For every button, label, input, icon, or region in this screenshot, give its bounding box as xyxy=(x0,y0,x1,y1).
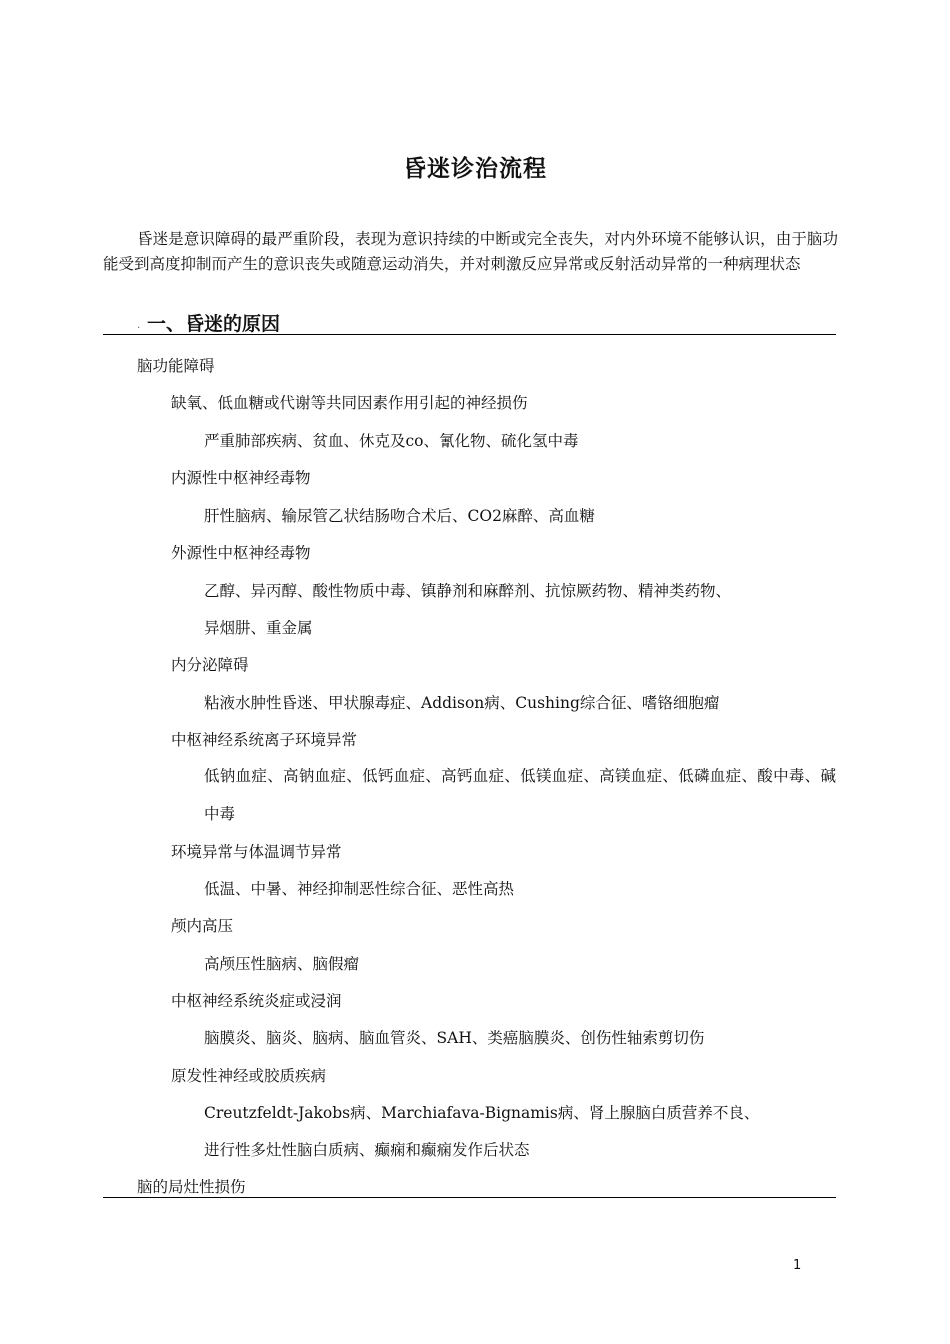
intro-paragraph: 昏迷是意识障碍的最严重阶段，表现为意识持续的中断或完全丧失，对内外环境不能够认识，由于脑功能受到高度抑制而产生的意识丧失或随意运动消失，并对刺激反应异常或反射活动异常的一种病理状态 xyxy=(103,230,838,273)
cause-subcategory: 原发性神经或胶质疾病 xyxy=(171,1067,327,1085)
cause-subcategory: 中枢神经系统离子环境异常 xyxy=(171,731,358,749)
cause-detail: 异烟肼、重金属 xyxy=(204,619,313,637)
cause-detail: 高颅压性脑病、脑假瘤 xyxy=(204,955,360,973)
cause-subcategory: 内源性中枢神经毒物 xyxy=(171,469,311,487)
cause-detail: 低钠血症、高钠血症、低钙血症、高钙血症、低镁血症、高镁血症、低磷血症、酸中毒、碱中毒 xyxy=(204,767,836,823)
cause-detail: 严重肺部疾病、贫血、休克及co、氰化物、硫化氢中毒 xyxy=(204,432,579,450)
cause-detail: Creutzfeldt-Jakobs病、Marchiafava-Bignamis病、肾上腺脑白质营养不良、 xyxy=(204,1104,760,1122)
bottom-divider xyxy=(103,1197,836,1198)
cause-subcategory: 内分泌障碍 xyxy=(171,656,249,674)
cause-subcategory: 颅内高压 xyxy=(171,917,234,935)
cause-detail: 肝性脑病、输尿管乙状结肠吻合术后、CO2麻醉、高血糖 xyxy=(204,507,595,525)
cause-subcategory: 缺氧、低血糖或代谢等共同因素作用引起的神经损伤 xyxy=(171,394,528,412)
cause-category: 脑功能障碍 xyxy=(137,357,215,375)
cause-detail: 乙醇、异丙醇、酸性物质中毒、镇静剂和麻醉剂、抗惊厥药物、精神类药物、 xyxy=(204,582,732,600)
cause-subcategory: 外源性中枢神经毒物 xyxy=(171,544,311,562)
section-heading xyxy=(103,312,836,335)
cause-subcategory: 环境异常与体温调节异常 xyxy=(171,843,342,861)
cause-detail: 脑膜炎、脑炎、脑病、脑血管炎、SAH、类癌脑膜炎、创伤性轴索剪切伤 xyxy=(204,1029,705,1047)
section-marker: . xyxy=(137,320,141,331)
cause-category: 脑的局灶性损伤 xyxy=(137,1178,246,1196)
cause-detail: 进行性多灶性脑白质病、癫痫和癫痫发作后状态 xyxy=(204,1141,530,1159)
cause-detail: 粘液水肿性昏迷、甲状腺毒症、Addison病、Cushing综合征、嗜铬细胞瘤 xyxy=(204,694,720,712)
section-title: 一、昏迷的原因 xyxy=(147,313,281,335)
document-title: 昏迷诊治流程 xyxy=(403,156,547,182)
cause-subcategory: 中枢神经系统炎症或浸润 xyxy=(171,992,342,1010)
page-number: 1 xyxy=(793,1258,802,1273)
cause-detail: 低温、中暑、神经抑制恶性综合征、恶性高热 xyxy=(204,880,515,898)
